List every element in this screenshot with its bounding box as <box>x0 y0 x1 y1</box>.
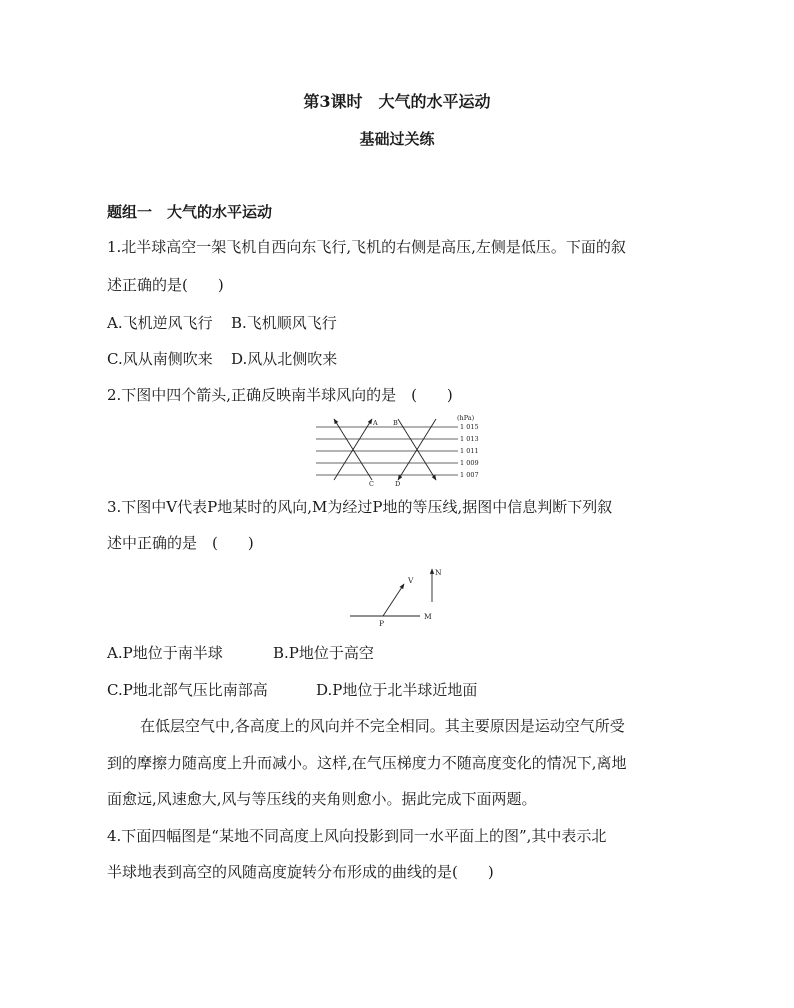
q1-stem-line1: 1.北半球高空一架飞机自西向东飞行,飞机的右侧是高压,左侧是低压。下面的叙 <box>107 238 626 256</box>
label-m: M <box>424 612 432 621</box>
q3-stem-line1: 3.下图中V代表P地某时的风向,M为经过P地的等压线,据图中信息判断下列叙 <box>107 498 613 516</box>
group-heading: 题组一 大气的水平运动 <box>107 203 273 221</box>
q3-options-row1 <box>107 646 374 661</box>
wind-arrow-v <box>383 584 404 616</box>
q3-option-a[interactable]: A.P地位于南半球 <box>107 644 223 662</box>
q3-options-row2 <box>107 683 477 698</box>
isobar-value: 1 015 <box>460 423 479 431</box>
label-v: V <box>408 576 414 585</box>
q1-option-d[interactable]: D.风从北侧吹来 <box>231 350 338 368</box>
pressure-unit-label: (hPa) <box>457 414 475 422</box>
passage-line3: 面愈远,风速愈大,风与等压线的夹角则愈小。据此完成下面两题。 <box>107 790 537 808</box>
label-p: P <box>379 619 385 628</box>
isobar-value: 1 011 <box>460 447 479 455</box>
q1-stem-line2: 述正确的是( ) <box>107 276 224 294</box>
q3-option-c[interactable]: C.P地北部气压比南部高 <box>107 681 268 699</box>
q3-option-d[interactable]: D.P地位于北半球近地面 <box>316 681 478 699</box>
page-title: 第3课时 大气的水平运动 <box>303 92 491 111</box>
passage-line1: 在低层空气中,各高度上的风向并不完全相同。其主要原因是运动空气所受 <box>140 717 625 735</box>
isobar-value: 1 009 <box>460 459 479 467</box>
arrow-label-c: C <box>369 480 374 488</box>
isobar-value: 1 013 <box>460 435 479 443</box>
q1-options-row2 <box>107 352 337 367</box>
isobar-arrow-figure <box>312 412 492 488</box>
label-n: N <box>435 568 442 577</box>
q4-stem-line1: 4.下面四幅图是“某地不同高度上风向投影到同一水平面上的图”,其中表示北 <box>107 827 607 845</box>
q3-option-b[interactable]: B.P地位于高空 <box>273 644 374 662</box>
page-subtitle: 基础过关练 <box>359 130 435 148</box>
q3-stem-line2: 述中正确的是 ( ) <box>107 534 254 552</box>
q1-option-c[interactable]: C.风从南侧吹来 <box>107 350 213 368</box>
q1-option-a[interactable]: A.飞机逆风飞行 <box>107 314 213 332</box>
isobar-value: 1 007 <box>460 471 479 479</box>
arrow-label-d: D <box>395 480 401 488</box>
q2-stem: 2.下图中四个箭头,正确反映南半球风向的是 ( ) <box>107 386 453 404</box>
q1-options-row1 <box>107 316 337 331</box>
wind-direction-figure <box>346 564 446 628</box>
arrow-label-a: A <box>373 419 378 427</box>
q4-stem-line2: 半球地表到高空的风随高度旋转分布形成的曲线的是( ) <box>107 863 494 881</box>
arrow-label-b: B <box>393 419 398 427</box>
q1-option-b[interactable]: B.飞机顺风飞行 <box>231 314 337 332</box>
passage-line2: 到的摩擦力随高度上升而减小。这样,在气压梯度力不随高度变化的情况下,离地 <box>107 754 627 772</box>
